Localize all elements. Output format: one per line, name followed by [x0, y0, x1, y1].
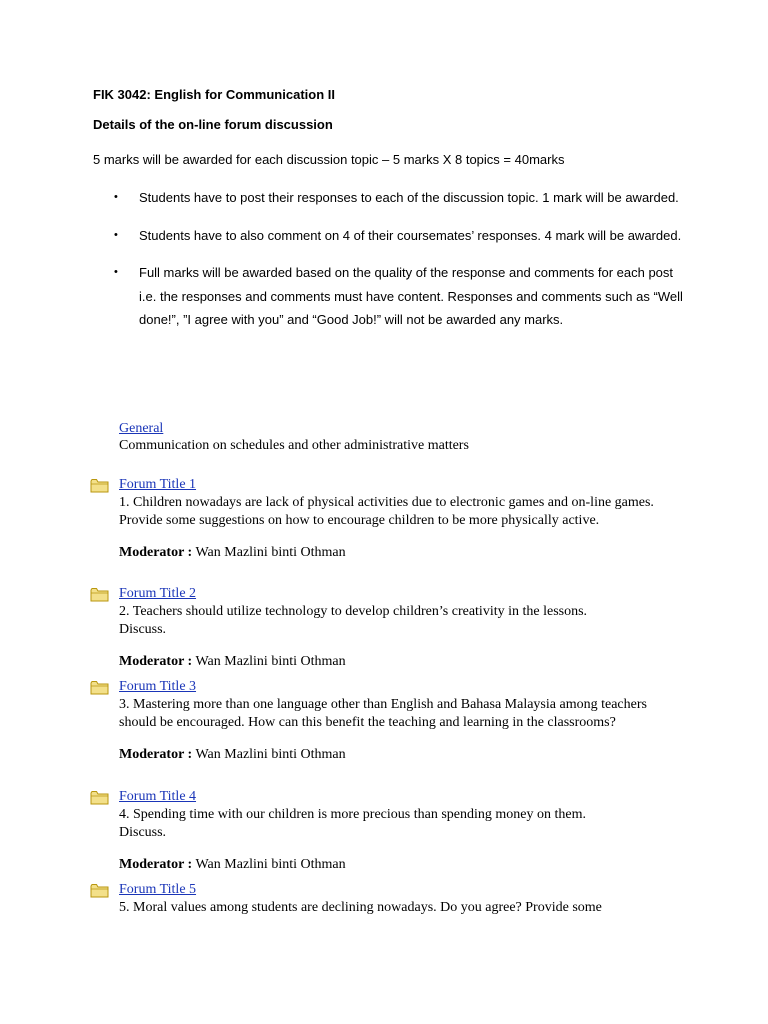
general-forum-description: Communication on schedules and other administrative matters [119, 438, 469, 453]
moderator-name: Wan Mazlini binti Othman [195, 545, 346, 560]
forum-moderator-1 [119, 545, 660, 561]
list-item [114, 261, 684, 332]
folder-icon [90, 790, 109, 805]
folder-icon [90, 587, 109, 602]
general-forum-link[interactable]: General [119, 421, 164, 436]
course-title: FIK 3042: English for Communication II [93, 87, 335, 102]
forum-moderator-3 [119, 747, 660, 763]
moderator-name: Wan Mazlini binti Othman [195, 857, 346, 872]
folder-icon [90, 883, 109, 898]
forum-title-link-4[interactable]: Forum Title 4 [119, 789, 197, 804]
forum-entry-1 [90, 476, 660, 561]
page-subtitle: Details of the on-line forum discussion [93, 117, 333, 132]
forum-title-link-1[interactable]: Forum Title 1 [119, 477, 197, 492]
forum-moderator-4 [119, 857, 660, 873]
folder-icon [90, 680, 109, 695]
folder-icon [90, 478, 109, 493]
bullet-text: Students have to also comment on 4 of their coursemates’ responses. 4 mark will be awarded. [139, 227, 682, 243]
forum-description-4: 4. Spending time with our children is more precious than spending money on them. Discuss. [119, 807, 586, 840]
bullet-text: Students have to post their responses to each of the discussion topic. 1 mark will be awarded. [139, 190, 679, 205]
moderator-label: Moderator : [119, 654, 193, 669]
moderator-name: Wan Mazlini binti Othman [195, 747, 346, 762]
moderator-label: Moderator : [119, 747, 193, 762]
forum-entry-5 [90, 881, 660, 917]
bullet-icon: • [114, 191, 118, 203]
general-forum [119, 420, 469, 454]
bullet-text: Full marks will be awarded based on the quality of the response and comments for each post i.e. the responses and comments must have content. Responses and comments such as “Well done!”, ”I agree with you” and “Good Job!” will not be awarded any marks. [139, 265, 683, 327]
forum-description-1: 1. Children nowadays are lack of physical activities due to electronic games and on-line games. Provide some suggestions on how to encourage children to be more physically active. [119, 495, 654, 528]
list-item [114, 224, 684, 248]
moderator-label: Moderator : [119, 857, 193, 872]
forum-title-link-5[interactable]: Forum Title 5 [119, 882, 197, 897]
forum-description-2: 2. Teachers should utilize technology to develop children’s creativity in the lessons. Discuss. [119, 604, 588, 637]
requirements-list [114, 186, 684, 346]
forum-description-3: 3. Mastering more than one language other than English and Bahasa Malaysia among teachers should be encouraged. How can this benefit the teaching and learning in the classrooms? [119, 697, 647, 730]
list-item [114, 186, 684, 210]
forum-moderator-2 [119, 654, 660, 670]
bullet-icon: • [114, 228, 118, 241]
forum-entry-2 [90, 585, 660, 670]
bullet-icon: • [114, 266, 118, 278]
forum-description-5: 5. Moral values among students are declining nowadays. Do you agree? Provide some [119, 900, 602, 915]
forum-title-link-2[interactable]: Forum Title 2 [119, 586, 197, 601]
forum-entry-4 [90, 788, 660, 873]
moderator-name: Wan Mazlini binti Othman [195, 654, 346, 669]
moderator-label: Moderator : [119, 545, 193, 560]
forum-title-link-3[interactable]: Forum Title 3 [119, 679, 197, 694]
forum-entry-3 [90, 678, 660, 763]
marks-summary: 5 marks will be awarded for each discussion topic – 5 marks X 8 topics = 40marks [93, 152, 565, 167]
